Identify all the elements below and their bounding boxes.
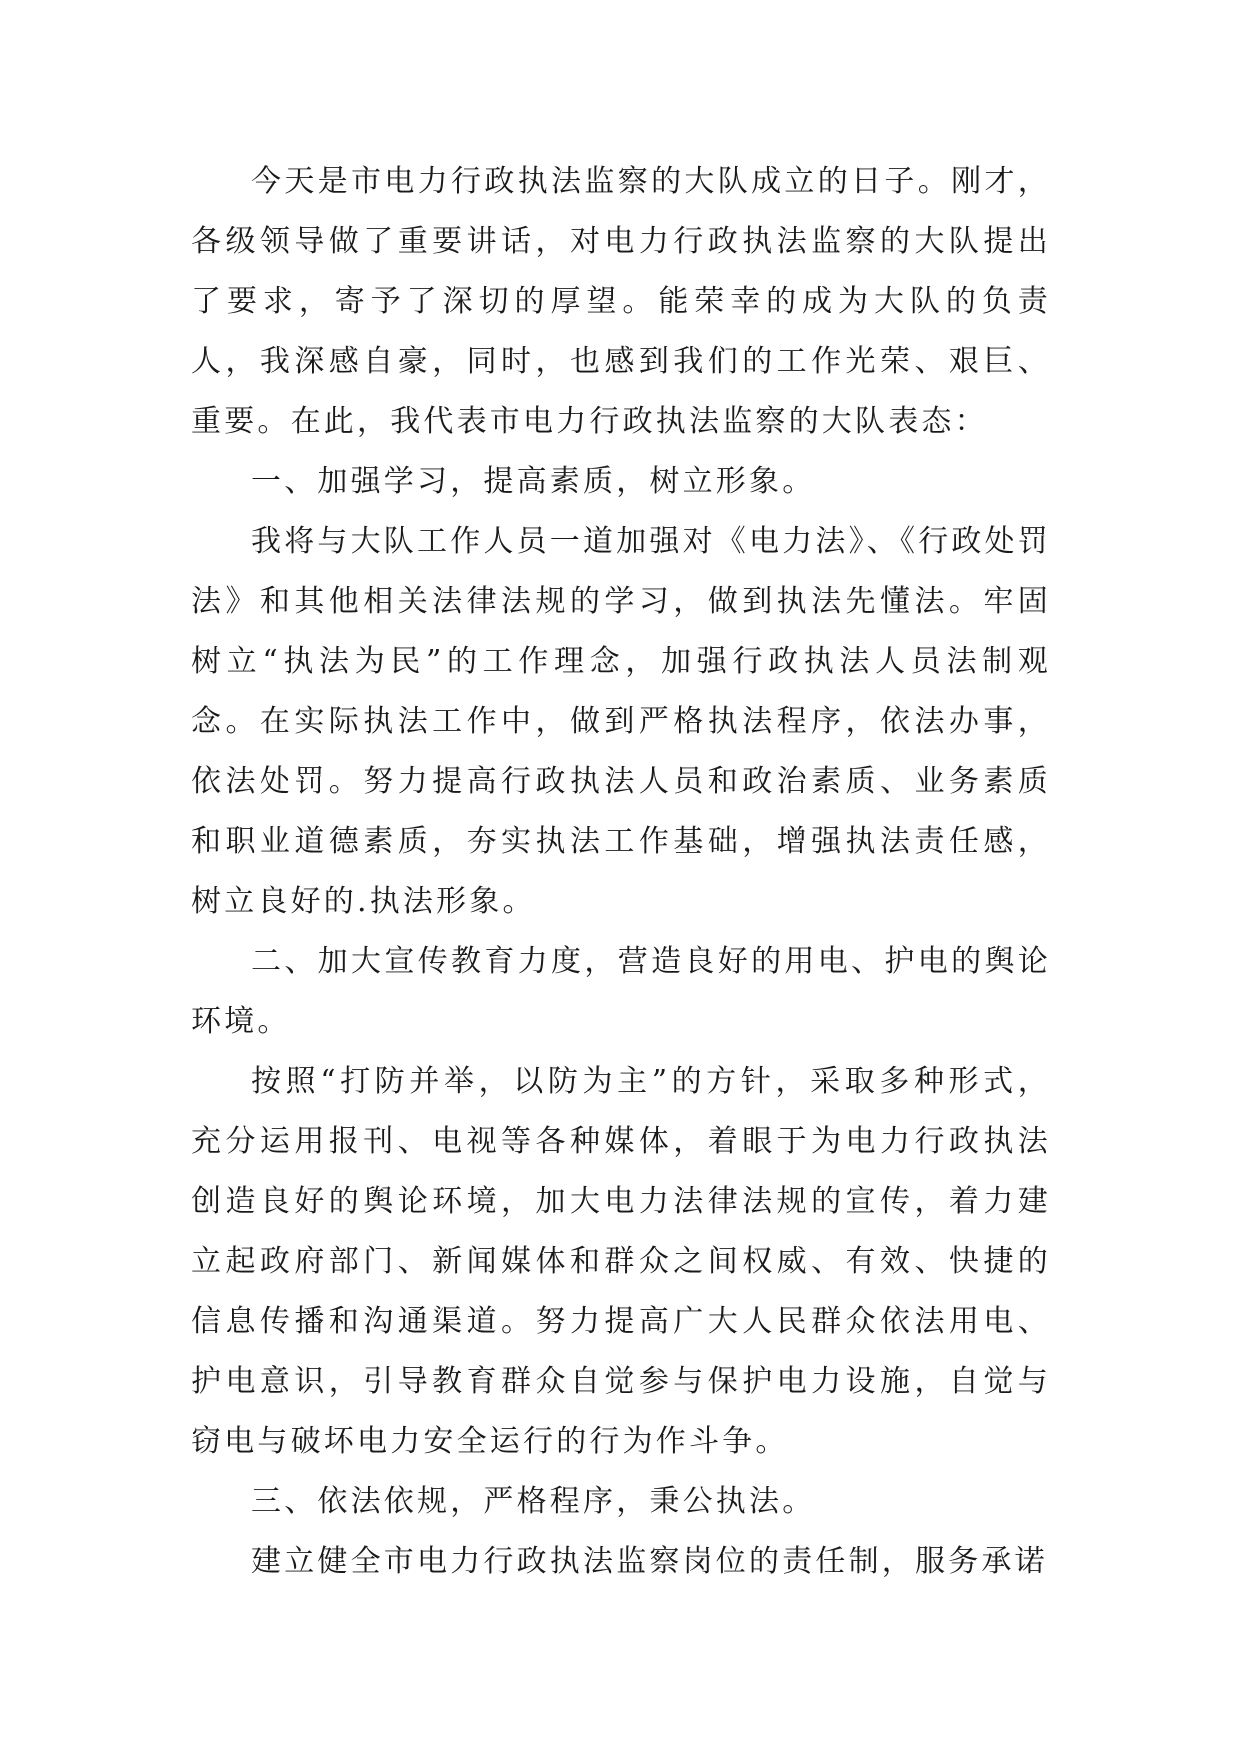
paragraph-intro: 今天是市电力行政执法监察的大队成立的日子。刚才，各级领导做了重要讲话，对电力行政执法监察的大队提出了要求，寄予了深切的厚望。能荣幸的成为大队的负责人，我深感自豪，同时，也感到我们的工作光荣、艰巨、重要。在此，我代表市电力行政执法监察的大队表态： xyxy=(191,164,1051,439)
paragraph-section-1: 我将与大队工作人员一道加强对《电力法》、《行政处罚法》和其他相关法律法规的学习，做到执法先懂法。牢固树立“执法为民”的工作理念，加强行政执法人员法制观念。在实际执法工作中，做到严格执法程序，依法办事，依法处罚。努力提高行政执法人员和政治素质、业务素质和职业道德素质，夯实执法工作基础，增强执法责任感，树立良好的.执法形象。 xyxy=(191,524,1051,919)
paragraph-section-3: 建立健全市电力行政执法监察岗位的责任制，服务承诺 xyxy=(251,1544,1048,1579)
paragraph-section-2: 按照“打防并举，以防为主”的方针，采取多种形式，充分运用报刊、电视等各种媒体，着眼于为电力行政执法创造良好的舆论环境，加大电力法律法规的宣传，着力建立起政府部门、新闻媒体和群众之间权威、有效、快捷的信息传播和沟通渠道。努力提高广大人民群众依法用电、护电意识，引导教育群众自觉参与保护电力设施，自觉与窃电与破坏电力安全运行的行为作斗争。 xyxy=(191,1064,1051,1459)
heading-section-1: 一、加强学习，提高素质，树立形象。 xyxy=(251,464,816,499)
document-page xyxy=(191,152,1051,1592)
heading-section-2: 二、加大宣传教育力度，营造良好的用电、护电的舆论环境。 xyxy=(191,944,1051,1039)
heading-section-3: 三、依法依规，严格程序，秉公执法。 xyxy=(251,1484,816,1519)
